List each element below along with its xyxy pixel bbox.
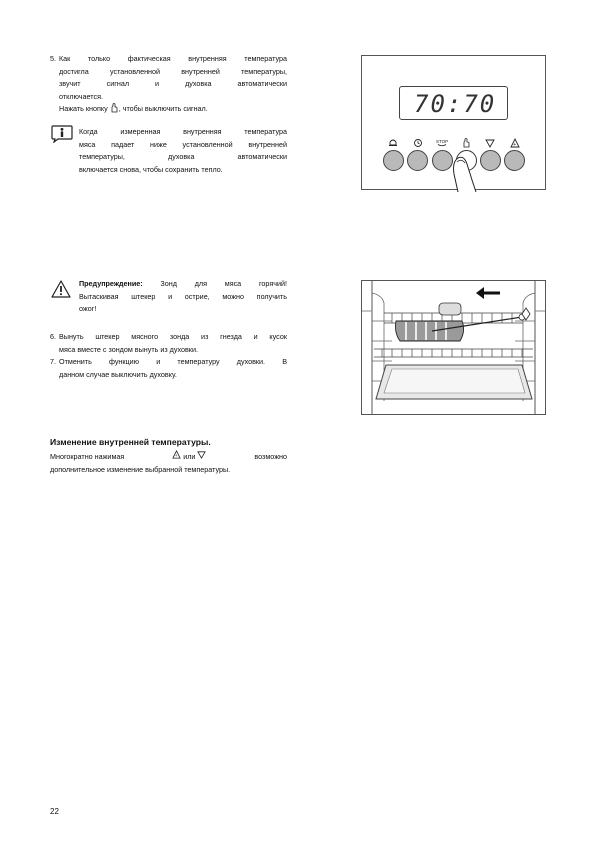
step-line: мяса вместе с зондом вынуть из духовки. [59, 344, 198, 354]
up-button [504, 150, 525, 171]
info-icon [50, 125, 74, 148]
step-number: 6. [50, 332, 56, 341]
section-line-1 [50, 450, 287, 464]
info-note [79, 126, 287, 176]
section-line-1-keys [172, 450, 206, 464]
warning-icon [51, 280, 71, 303]
bell-button [383, 150, 404, 171]
info-line: включается снова, чтобы сохранить тепло. [79, 164, 223, 174]
step-line: достигла установленной внутренней температуры, [59, 66, 287, 76]
section-line-1-b: возможно [254, 451, 287, 461]
clock-button [407, 150, 428, 171]
oven-display [399, 86, 508, 120]
up-arrow-icon [172, 450, 181, 464]
finger-illustration [450, 152, 484, 192]
hand-bell-icon [110, 103, 119, 118]
step-number: 5. [50, 54, 56, 63]
warning-line-3: ожог! [79, 304, 97, 314]
press-text-after: , чтобы выключить сигнал. [118, 104, 208, 114]
oven-probe-icon [361, 280, 546, 415]
info-line: Когда измеренная внутренняя температура [79, 127, 287, 136]
page-number: 22 [50, 807, 59, 816]
step-line: отключается. [59, 91, 103, 101]
step-line: Как только фактическая внутренняя температура [59, 54, 287, 63]
stop-label: STOP [436, 139, 449, 144]
warning-line-1-rest: Зонд для мяса горячий! [142, 279, 287, 288]
step-5 [50, 53, 287, 118]
section-or: или [183, 451, 196, 461]
step-5-press-line [59, 103, 287, 118]
warning-line-1 [79, 278, 287, 291]
press-text-before: Нажать кнопку [59, 104, 108, 114]
warning-label: Предупреждение: [79, 279, 143, 288]
section-line-1-a: Многократно нажимая [50, 451, 125, 461]
info-line: температуры, духовка автоматически [79, 152, 287, 162]
svg-text:+: + [513, 142, 517, 148]
section-line-2: дополнительное изменение выбранной температуры. [50, 464, 231, 474]
section-body [50, 450, 287, 476]
info-line: мяса падает ниже установленной внутренней [79, 139, 287, 149]
control-panel-illustration [361, 55, 546, 190]
step-6 [50, 331, 287, 356]
warning-line-2: Вытаскивая штекер и острие, можно получить [79, 291, 287, 301]
warning-text [79, 278, 287, 316]
step-line: Вынуть штекер мясного зонда из гнезда и кусок [59, 332, 287, 341]
step-7 [50, 356, 287, 381]
display-digits: 70:70 [414, 90, 497, 118]
step-line: данном случае выключить духовку. [59, 369, 177, 379]
down-arrow-icon [197, 450, 206, 464]
step-line: Отменить функцию и температуру духовки. В [59, 357, 287, 366]
svg-text:+: + [175, 453, 178, 459]
step-line: звучит сигнал и духовка автоматически [59, 79, 287, 89]
step-number: 7. [50, 357, 56, 366]
section-title: Изменение внутренней температуры. [50, 437, 211, 447]
